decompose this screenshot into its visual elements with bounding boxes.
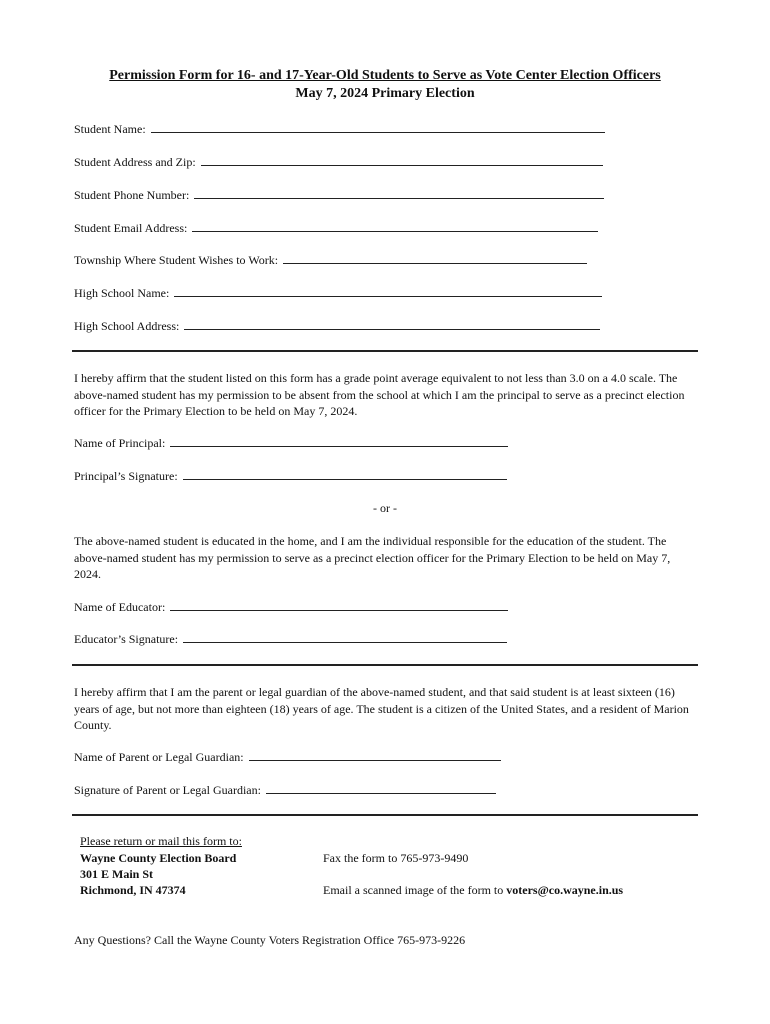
educator-affirmation: The above-named student is educated in the home, and I am the individual responsible for the education of the student. The above-named student has my permission to serve as a precinct election officer for the Primary Election to be held on May 7, 2024. <box>74 534 671 581</box>
educator-signature-field[interactable] <box>74 632 507 647</box>
field-label: Name of Principal: <box>74 436 166 450</box>
email-prefix: Email a scanned image of the form to <box>323 883 507 897</box>
high-school-address-line[interactable] <box>184 319 600 330</box>
fax-info: Fax the form to 765-973-9490 <box>323 851 469 865</box>
high-school-name-field[interactable] <box>74 286 602 301</box>
student-email-line[interactable] <box>192 221 598 232</box>
field-label: Student Name: <box>74 122 146 136</box>
principal-name-field[interactable] <box>74 436 508 451</box>
guardian-signature-line[interactable] <box>266 783 496 794</box>
township-line[interactable] <box>283 253 587 264</box>
field-label: Name of Parent or Legal Guardian: <box>74 750 244 764</box>
guardian-name-field[interactable] <box>74 750 501 765</box>
section-divider <box>72 664 698 666</box>
principal-name-line[interactable] <box>170 436 508 447</box>
email-link[interactable]: voters@co.wayne.in.us <box>506 883 624 897</box>
high-school-address-field[interactable] <box>74 319 600 334</box>
student-name-line[interactable] <box>151 122 605 133</box>
section-divider <box>72 814 698 816</box>
field-label: Name of Educator: <box>74 600 166 614</box>
student-phone-line[interactable] <box>194 188 604 199</box>
student-address-field[interactable] <box>74 155 603 170</box>
educator-signature-line[interactable] <box>183 632 507 643</box>
guardian-signature-field[interactable] <box>74 783 496 798</box>
email-info <box>323 883 623 898</box>
educator-name-line[interactable] <box>170 600 508 611</box>
high-school-name-line[interactable] <box>174 286 602 297</box>
section-divider <box>72 350 698 352</box>
or-separator: - or - <box>373 501 397 515</box>
student-phone-field[interactable] <box>74 188 604 203</box>
principal-signature-line[interactable] <box>183 469 507 480</box>
field-label: Township Where Student Wishes to Work: <box>74 253 279 267</box>
return-street: 301 E Main St <box>80 867 154 881</box>
questions-line: Any Questions? Call the Wayne County Voters Registration Office 765-973-9226 <box>74 933 466 947</box>
student-address-line[interactable] <box>201 155 603 166</box>
principal-affirmation: I hereby affirm that the student listed on this form has a grade point average equivalent to not less than 3.0 on a 4.0 scale. The above-named student has my permission to be absent from the school at which I am the principal to serve as a precinct election officer for the Primary Election to be held on May 7, 2024. <box>74 371 685 418</box>
field-label: Educator’s Signature: <box>74 632 179 646</box>
field-label: Student Email Address: <box>74 221 188 235</box>
student-email-field[interactable] <box>74 221 598 236</box>
field-label: Student Address and Zip: <box>74 155 196 169</box>
principal-signature-field[interactable] <box>74 469 507 484</box>
field-label: Student Phone Number: <box>74 188 190 202</box>
field-label: Signature of Parent or Legal Guardian: <box>74 783 261 797</box>
guardian-affirmation: I hereby affirm that I am the parent or legal guardian of the above-named student, and that said student is at least sixteen (16) years of age, but not more than eighteen (18) years of age. The student is a citizen of the United States, and a resident of Marion County. <box>74 685 689 732</box>
return-heading: Please return or mail this form to: <box>80 834 242 848</box>
form-title: Permission Form for 16- and 17-Year-Old Students to Serve as Vote Center Election Officers <box>109 68 661 83</box>
return-city: Richmond, IN 47374 <box>80 883 186 897</box>
form-subtitle: May 7, 2024 Primary Election <box>295 86 475 101</box>
educator-name-field[interactable] <box>74 600 508 615</box>
field-label: High School Name: <box>74 286 170 300</box>
field-label: High School Address: <box>74 319 180 333</box>
return-org: Wayne County Election Board <box>80 851 237 865</box>
field-label: Principal’s Signature: <box>74 469 178 483</box>
township-field[interactable] <box>74 253 587 268</box>
student-name-field[interactable] <box>74 122 605 137</box>
guardian-name-line[interactable] <box>249 750 501 761</box>
